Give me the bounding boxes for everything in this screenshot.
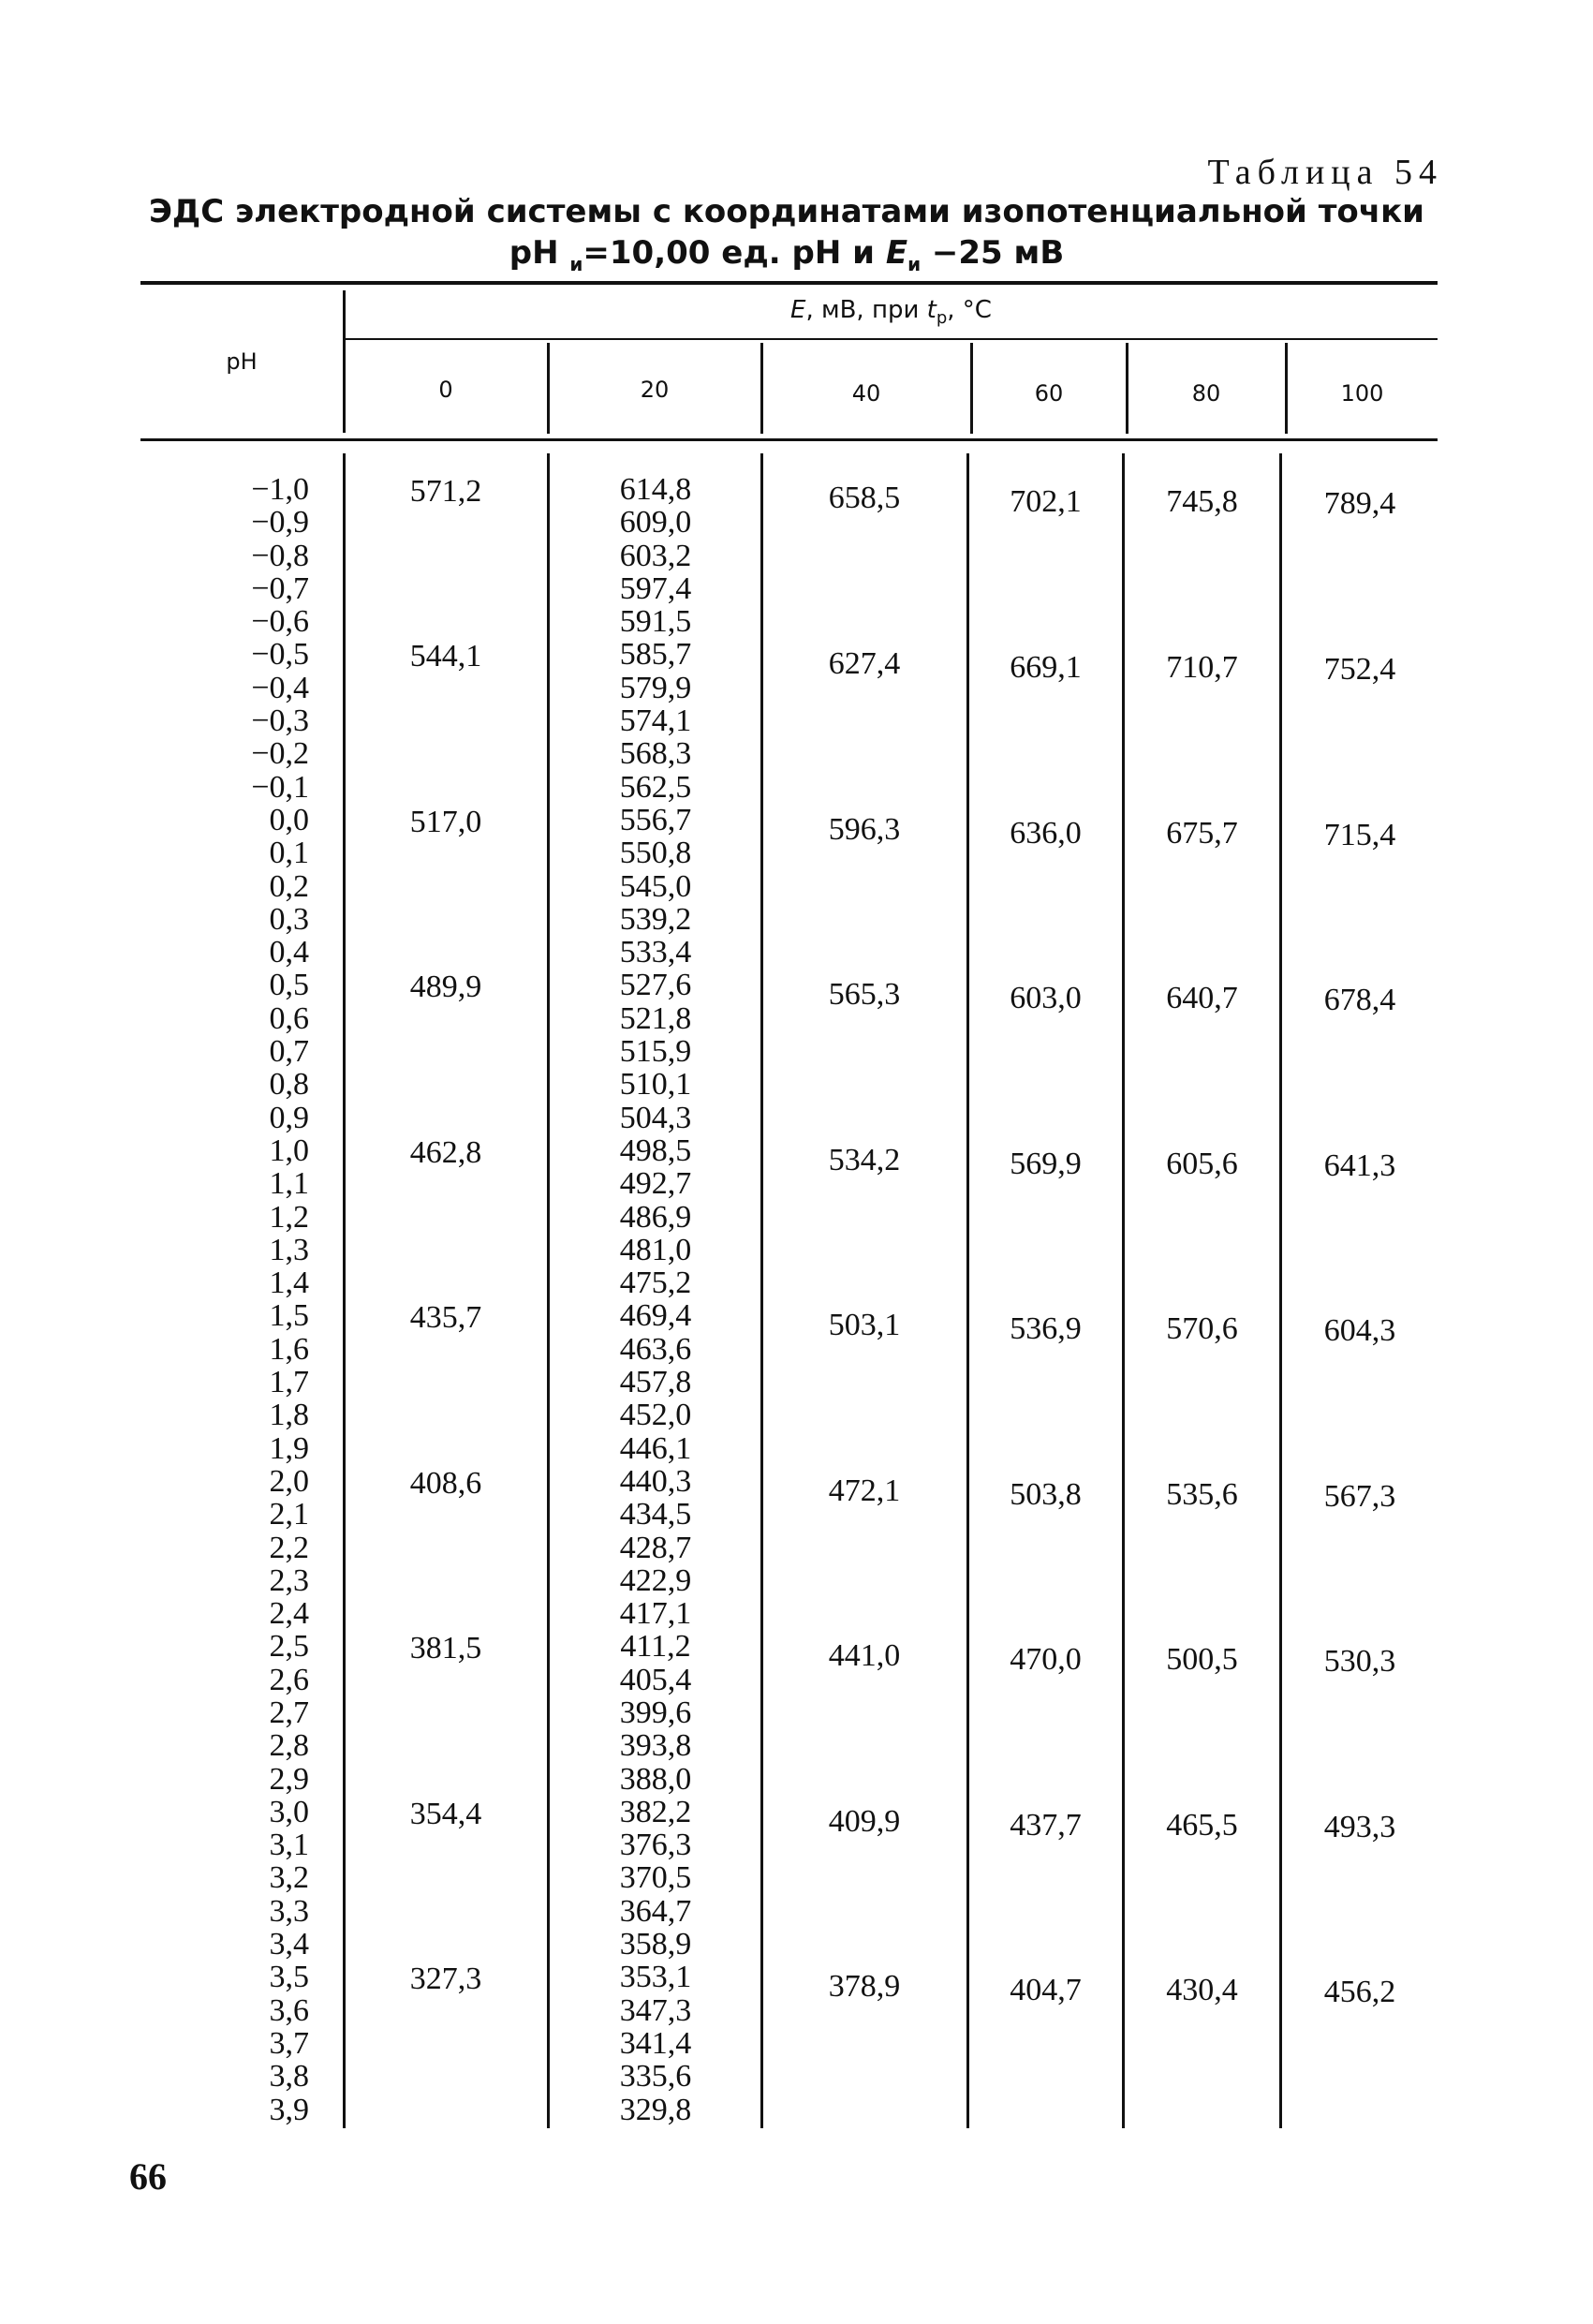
ph-cell: 1,6 xyxy=(269,1331,309,1367)
table-cell: 530,3 xyxy=(1323,1644,1396,1679)
col-header-20: 20 xyxy=(640,377,670,403)
table-cell: 393,8 xyxy=(619,1728,692,1764)
table-cell: 579,9 xyxy=(619,670,692,705)
group-header: E, мВ, при $t_р$, °С xyxy=(790,296,992,329)
table-cell: 417,1 xyxy=(619,1596,692,1632)
column-t100 xyxy=(1282,0,1438,2324)
ph-cell: −0,1 xyxy=(251,769,309,805)
table-cell: 404,7 xyxy=(1010,1973,1082,2007)
ph-cell: 2,2 xyxy=(269,1530,309,1565)
ph-cell: −1,0 xyxy=(251,472,309,507)
col-header-0: 0 xyxy=(438,377,453,403)
table-cell: 446,1 xyxy=(619,1430,692,1466)
table-cell: 428,7 xyxy=(619,1530,692,1565)
table-cell: 570,6 xyxy=(1166,1311,1238,1346)
column-t20 xyxy=(581,473,730,2126)
col-header-60: 60 xyxy=(1034,380,1064,407)
column-t40 xyxy=(762,0,966,2324)
ph-cell: 3,7 xyxy=(269,2025,309,2061)
table-cell: 481,0 xyxy=(619,1232,692,1267)
table-cell: 382,2 xyxy=(619,1794,692,1829)
table-number: Таблица 54 xyxy=(1207,153,1443,192)
table-cell: 641,3 xyxy=(1323,1148,1396,1183)
table-cell: 533,4 xyxy=(619,935,692,970)
table-cell: 597,4 xyxy=(619,570,692,606)
ph-column xyxy=(159,473,309,2126)
table-cell: 435,7 xyxy=(409,1300,482,1335)
table-cell: 456,2 xyxy=(1323,1975,1396,2009)
table-cell: 452,0 xyxy=(619,1398,692,1433)
table-cell: 411,2 xyxy=(620,1629,691,1665)
table-cell: 327,3 xyxy=(409,1961,482,1996)
ph-cell: −0,7 xyxy=(251,570,309,606)
page-number: 66 xyxy=(129,2155,167,2198)
table-cell: 354,4 xyxy=(409,1797,482,1831)
ph-cell: 2,3 xyxy=(269,1562,309,1598)
ph-cell: 1,4 xyxy=(269,1266,309,1301)
table-cell: 358,9 xyxy=(619,1927,692,1962)
row-header-ph: pH xyxy=(226,348,258,375)
table-cell: 544,1 xyxy=(409,639,482,674)
ph-cell: 0,4 xyxy=(269,935,309,970)
table-cell: 568,3 xyxy=(619,736,692,772)
table-title: ЭДС электродной системы с координатами изопотенциальной точки xyxy=(148,193,1425,230)
table-cell: 614,8 xyxy=(619,472,692,507)
ph-cell: 3,2 xyxy=(269,1860,309,1896)
ph-cell: 0,9 xyxy=(269,1100,309,1135)
ph-cell: 3,4 xyxy=(269,1927,309,1962)
table-cell: 591,5 xyxy=(619,604,692,640)
table-cell: 388,0 xyxy=(619,1761,692,1797)
table-cell: 469,4 xyxy=(619,1298,692,1334)
table-subtitle: pH $_и$=10,00 ед. pH и $E_и -25$ мВ xyxy=(509,234,1065,275)
ph-cell: 2,5 xyxy=(269,1629,309,1665)
table-cell: 604,3 xyxy=(1323,1313,1396,1348)
ph-cell: −0,3 xyxy=(251,703,309,739)
table-cell: 527,6 xyxy=(619,968,692,1003)
ph-cell: −0,5 xyxy=(251,637,309,673)
table-cell: 745,8 xyxy=(1166,484,1238,519)
column-t80 xyxy=(1125,0,1279,2324)
table-cell: 353,1 xyxy=(619,1960,692,1995)
table-cell: 521,8 xyxy=(619,1000,692,1036)
ph-cell: 1,9 xyxy=(269,1430,309,1466)
table-cell: 347,3 xyxy=(619,1992,692,2028)
ph-cell: 1,2 xyxy=(269,1199,309,1235)
table-cell: 627,4 xyxy=(828,646,901,681)
ph-cell: 1,3 xyxy=(269,1232,309,1267)
table-cell: 603,0 xyxy=(1010,981,1082,1015)
table-cell: 789,4 xyxy=(1323,486,1396,521)
table-cell: 364,7 xyxy=(619,1893,692,1929)
ph-cell: 3,0 xyxy=(269,1794,309,1829)
ph-cell: 3,3 xyxy=(269,1893,309,1929)
ph-cell: −0,8 xyxy=(251,538,309,573)
ph-cell: 1,8 xyxy=(269,1398,309,1433)
table-cell: 710,7 xyxy=(1166,650,1238,685)
table-cell: 440,3 xyxy=(619,1463,692,1499)
table-cell: 605,6 xyxy=(1166,1147,1238,1181)
ph-cell: 3,6 xyxy=(269,1992,309,2028)
ph-cell: 3,1 xyxy=(269,1828,309,1863)
table-cell: 465,5 xyxy=(1166,1808,1238,1843)
table-cell: 434,5 xyxy=(619,1497,692,1532)
table-cell: 457,8 xyxy=(619,1365,692,1400)
table-cell: 437,7 xyxy=(1010,1808,1082,1843)
ph-cell: 0,6 xyxy=(269,1000,309,1036)
ph-cell: −0,2 xyxy=(251,736,309,772)
table-cell: 329,8 xyxy=(619,2092,692,2127)
table-cell: 462,8 xyxy=(409,1135,482,1170)
table-cell: 475,2 xyxy=(619,1266,692,1301)
table-cell: 408,6 xyxy=(409,1466,482,1501)
table-cell: 640,7 xyxy=(1166,981,1238,1015)
ph-cell: 3,8 xyxy=(269,2059,309,2095)
ph-cell: −0,4 xyxy=(251,670,309,705)
ph-cell: 1,5 xyxy=(269,1298,309,1334)
table-cell: 550,8 xyxy=(619,836,692,871)
table-cell: 517,0 xyxy=(409,805,482,839)
ph-cell: 0,1 xyxy=(269,836,309,871)
ph-cell: 1,0 xyxy=(269,1132,309,1168)
table-cell: 536,9 xyxy=(1010,1311,1082,1346)
table-cell: 596,3 xyxy=(828,812,901,847)
table-cell: 503,1 xyxy=(828,1308,901,1342)
table-cell: 500,5 xyxy=(1166,1642,1238,1677)
table-cell: 498,5 xyxy=(619,1132,692,1168)
table-cell: 493,3 xyxy=(1323,1810,1396,1844)
ph-cell: 0,2 xyxy=(269,868,309,904)
table-cell: 574,1 xyxy=(619,703,692,739)
ph-cell: −0,9 xyxy=(251,505,309,540)
table-cell: 378,9 xyxy=(828,1969,901,2004)
ph-cell: 1,1 xyxy=(269,1166,309,1202)
table-cell: 335,6 xyxy=(619,2059,692,2095)
ph-cell: −0,6 xyxy=(251,604,309,640)
table-cell: 381,5 xyxy=(409,1631,482,1665)
table-cell: 603,2 xyxy=(619,538,692,573)
table-cell: 569,9 xyxy=(1010,1147,1082,1181)
table-cell: 399,6 xyxy=(619,1695,692,1730)
table-cell: 565,3 xyxy=(828,977,901,1012)
table-cell: 376,3 xyxy=(619,1828,692,1863)
table-cell: 370,5 xyxy=(619,1860,692,1896)
table-cell: 492,7 xyxy=(619,1166,692,1202)
table-cell: 678,4 xyxy=(1323,983,1396,1017)
table-cell: 486,9 xyxy=(619,1199,692,1235)
ph-cell: 2,1 xyxy=(269,1497,309,1532)
ph-cell: 3,5 xyxy=(269,1960,309,1995)
ph-cell: 2,6 xyxy=(269,1662,309,1697)
table-cell: 510,1 xyxy=(619,1067,692,1103)
ph-cell: 0,7 xyxy=(269,1034,309,1070)
ph-cell: 0,5 xyxy=(269,968,309,1003)
table-cell: 675,7 xyxy=(1166,816,1238,851)
table-cell: 489,9 xyxy=(409,970,482,1004)
column-t0 xyxy=(345,0,547,2324)
ph-cell: 2,9 xyxy=(269,1761,309,1797)
table-cell: 556,7 xyxy=(619,802,692,837)
col-header-100: 100 xyxy=(1340,380,1384,407)
ph-cell: 2,0 xyxy=(269,1463,309,1499)
ph-cell: 0,8 xyxy=(269,1067,309,1103)
table-cell: 534,2 xyxy=(828,1143,901,1177)
table-cell: 503,8 xyxy=(1010,1477,1082,1512)
table-cell: 585,7 xyxy=(619,637,692,673)
table-cell: 441,0 xyxy=(828,1638,901,1673)
table-cell: 545,0 xyxy=(619,868,692,904)
table-cell: 515,9 xyxy=(619,1034,692,1070)
table-cell: 571,2 xyxy=(409,474,482,509)
ph-cell: 0,0 xyxy=(269,802,309,837)
ph-cell: 2,8 xyxy=(269,1728,309,1764)
table-cell: 430,4 xyxy=(1166,1973,1238,2007)
ph-cell: 1,7 xyxy=(269,1365,309,1400)
table-cell: 409,9 xyxy=(828,1804,901,1839)
col-header-40: 40 xyxy=(851,380,881,407)
table-cell: 539,2 xyxy=(619,901,692,937)
col-header-80: 80 xyxy=(1191,380,1221,407)
table-cell: 463,6 xyxy=(619,1331,692,1367)
table-cell: 752,4 xyxy=(1323,652,1396,687)
table-cell: 472,1 xyxy=(828,1473,901,1508)
table-cell: 422,9 xyxy=(619,1562,692,1598)
table-cell: 636,0 xyxy=(1010,816,1082,851)
column-t60 xyxy=(969,0,1122,2324)
table-cell: 715,4 xyxy=(1323,818,1396,852)
table-cell: 702,1 xyxy=(1010,484,1082,519)
table-cell: 567,3 xyxy=(1323,1479,1396,1514)
table-cell: 405,4 xyxy=(619,1662,692,1697)
table-cell: 669,1 xyxy=(1010,650,1082,685)
ph-cell: 2,4 xyxy=(269,1596,309,1632)
table-cell: 535,6 xyxy=(1166,1477,1238,1512)
table-cell: 609,0 xyxy=(619,505,692,540)
table-cell: 341,4 xyxy=(619,2025,692,2061)
ph-cell: 3,9 xyxy=(269,2092,309,2127)
table-cell: 658,5 xyxy=(828,481,901,515)
body-divider-20 xyxy=(547,453,550,2128)
table-cell: 470,0 xyxy=(1010,1642,1082,1677)
ph-cell: 2,7 xyxy=(269,1695,309,1730)
ph-cell: 0,3 xyxy=(269,901,309,937)
table-cell: 562,5 xyxy=(619,769,692,805)
table-cell: 504,3 xyxy=(619,1100,692,1135)
